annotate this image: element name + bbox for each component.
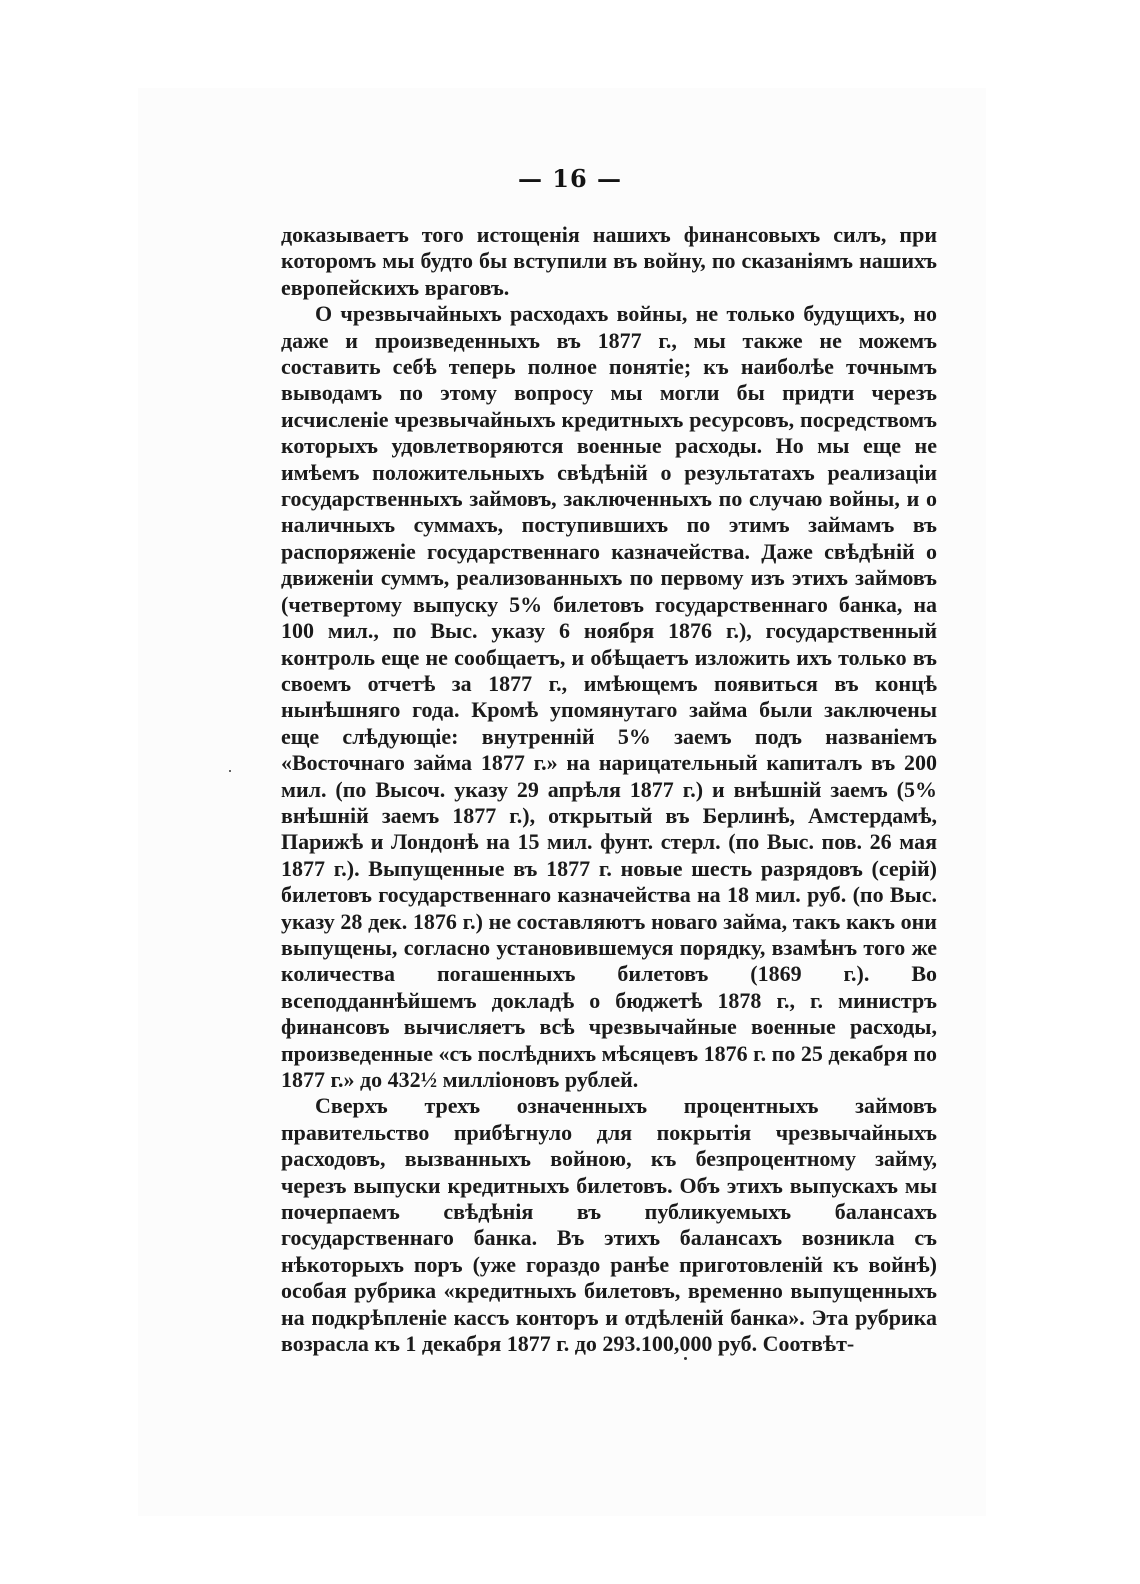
paragraph-credit-notes: Сверхъ трехъ означенныхъ процентныхъ займовъ правительство прибѣгнуло для покрытія чрезвычайныхъ расходовъ, вызванныхъ войною, къ безпроцентному займу, черезъ выпуски кредитныхъ билетовъ. Объ этихъ выпускахъ мы почерпаемъ свѣдѣнія въ публикуемыхъ балансахъ государственнаго банка. Въ этихъ балансахъ возникла съ нѣкоторыхъ поръ (уже гораздо ранѣе приготовленій къ войнѣ) особая рубрика «кредитныхъ билетовъ, временно выпущенныхъ на подкрѣпленіе кассъ конторъ и отдѣленій банка». Эта рубрика возрасла къ 1 декабря 1877 г. до 293.100,000 руб. Соотвѣт- [281,1093,937,1357]
body-text [281,222,937,1357]
scan-speck [684,1357,687,1360]
paragraph-war-expenses: О чрезвычайныхъ расходахъ войны, не только будущихъ, но даже и произведенныхъ въ 1877 г., мы также не можемъ составить себѣ теперь полное понятіе; къ наиболѣе точнымъ выводамъ по этому вопросу мы могли бы придти черезъ исчисленіе чрезвычайныхъ кредитныхъ ресурсовъ, посредствомъ которыхъ удовлетворяются военные расходы. Но мы еще не имѣемъ положительныхъ свѣдѣній о результатахъ реализаціи государственныхъ займовъ, заключенныхъ по случаю войны, и о наличныхъ суммахъ, поступившихъ по этимъ займамъ въ распоряженіе государственнаго казначейства. Даже свѣдѣній о движеніи суммъ, реализованныхъ по первому изъ этихъ займовъ (четвертому выпуску 5% билетовъ государственнаго банка, на 100 мил., по Выс. указу 6 ноября 1876 г.), государственный контроль еще не сообщаетъ, и обѣщаетъ изложить ихъ только въ своемъ отчетѣ за 1877 г., имѣющемъ появиться въ концѣ нынѣшняго года. Кромѣ упомянутаго займа были заключены еще слѣдующіе: внутренній 5% заемъ подъ названіемъ «Восточнаго займа 1877 г.» на нарицательный капиталъ въ 200 мил. (по Высоч. указу 29 апрѣля 1877 г.) и внѣшній заемъ (5% внѣшній заемъ 1877 г.), открытый въ Берлинѣ, Амстердамѣ, Парижѣ и Лондонѣ на 15 мил. фунт. стерл. (по Выс. пов. 26 мая 1877 г.). Выпущенные въ 1877 г. новые шесть разрядовъ (серій) билетовъ государственнаго казначейства на 18 мил. руб. (по Выс. указу 28 дек. 1876 г.) не составляютъ новаго займа, такъ какъ они выпущены, согласно установившемуся порядку, взамѣнъ того же количества погашенныхъ билетовъ (1869 г.). Во всеподданнѣйшемъ докладѣ о бюджетѣ 1878 г., г. министръ финансовъ вычисляетъ всѣ чрезвычайные военные расходы, произведенные «съ послѣднихъ мѣсяцевъ 1876 г. по 25 декабря по 1877 г.» до 432½ милліоновъ рублей. [281,301,937,1092]
page-number: — 16 — [517,164,623,193]
paragraph-continuation: доказываетъ того истощенія нашихъ финансовыхъ силъ, при которомъ мы будто бы вступили въ войну, по сказаніямъ нашихъ европейскихъ враговъ. [281,222,937,300]
scan-speck [229,770,231,772]
